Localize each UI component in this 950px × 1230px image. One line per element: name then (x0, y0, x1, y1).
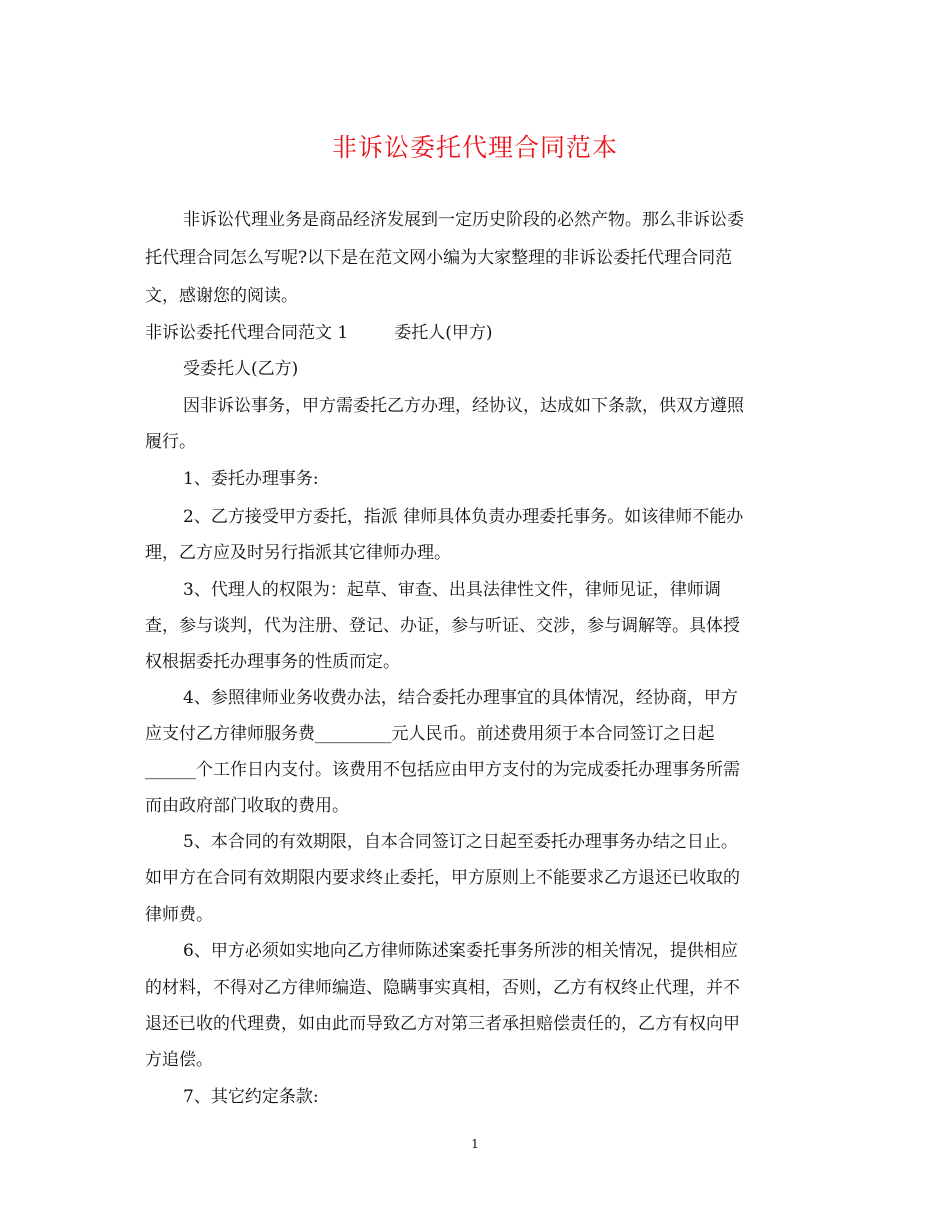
clause-line: 2、乙方接受甲方委托，指派 律师具体负责办理委托事务。如该律师不能办 (183, 507, 744, 527)
intro-line: 文，感谢您的阅读。 (145, 286, 298, 306)
clause-line: 权根据委托办理事务的性质而定。 (145, 652, 400, 672)
clause-line: 7、其它约定条款: (183, 1087, 319, 1107)
paragraph-line: 履行。 (145, 432, 196, 452)
clause-line: 如甲方在合同有效期限内要求终止委托，甲方原则上不能要求乙方退还已收取的 (145, 868, 740, 888)
section-heading (145, 321, 815, 345)
clause-line: 理，乙方应及时另行指派其它律师办理。 (145, 543, 451, 563)
section-heading-title: 非诉讼委托代理合同范文 1 (145, 323, 349, 343)
page-number: 1 (471, 1137, 479, 1151)
clause-line: 律师费。 (145, 905, 213, 925)
clause-line: 6、甲方必须如实地向乙方律师陈述案委托事务所涉的相关情况，提供相应 (183, 941, 738, 961)
clause-line: 退还已收的代理费，如由此而导致乙方对第三者承担赔偿责任的，乙方有权向甲 (145, 1014, 740, 1034)
clause-line: 4、参照律师业务收费办法，结合委托办理事宜的具体情况，经协商，甲方 (183, 688, 738, 708)
clause-line: 查，参与谈判，代为注册、登记、办证，参与听证、交涉，参与调解等。具体授 (145, 616, 740, 636)
client-label: 委托人(甲方) (394, 323, 493, 343)
clause-line: 方追偿。 (145, 1050, 213, 1070)
clause-line: 3、代理人的权限为：起草、审查、出具法律性文件，律师见证，律师调 (183, 580, 721, 600)
document-title: 非诉讼委托代理合同范本 (331, 133, 618, 162)
intro-line: 托代理合同怎么写呢?以下是在范文网小编为大家整理的非诉讼委托代理合同范 (145, 248, 733, 268)
clause-line: 1、委托办理事务: (183, 469, 319, 489)
intro-line: 非诉讼代理业务是商品经济发展到一定历史阶段的必然产物。那么非诉讼委 (183, 210, 744, 230)
clause-line: 应支付乙方律师服务费_________元人民币。前述费用须于本合同签订之日起 (145, 724, 715, 744)
trustee-label: 受委托人(乙方) (183, 359, 299, 379)
clause-line: 的材料，不得对乙方律师编造、隐瞒事实真相，否则，乙方有权终止代理，并不 (145, 978, 740, 998)
clause-line: 而由政府部门收取的费用。 (145, 796, 349, 816)
paragraph-line: 因非诉讼事务，甲方需委托乙方办理，经协议，达成如下条款，供双方遵照 (183, 396, 744, 416)
clause-line: 5、本合同的有效期限，自本合同签订之日起至委托办理事务办结之日止。 (183, 832, 738, 852)
clause-line: ______个工作日内支付。该费用不包括应由甲方支付的为完成委托办理事务所需 (145, 760, 740, 780)
